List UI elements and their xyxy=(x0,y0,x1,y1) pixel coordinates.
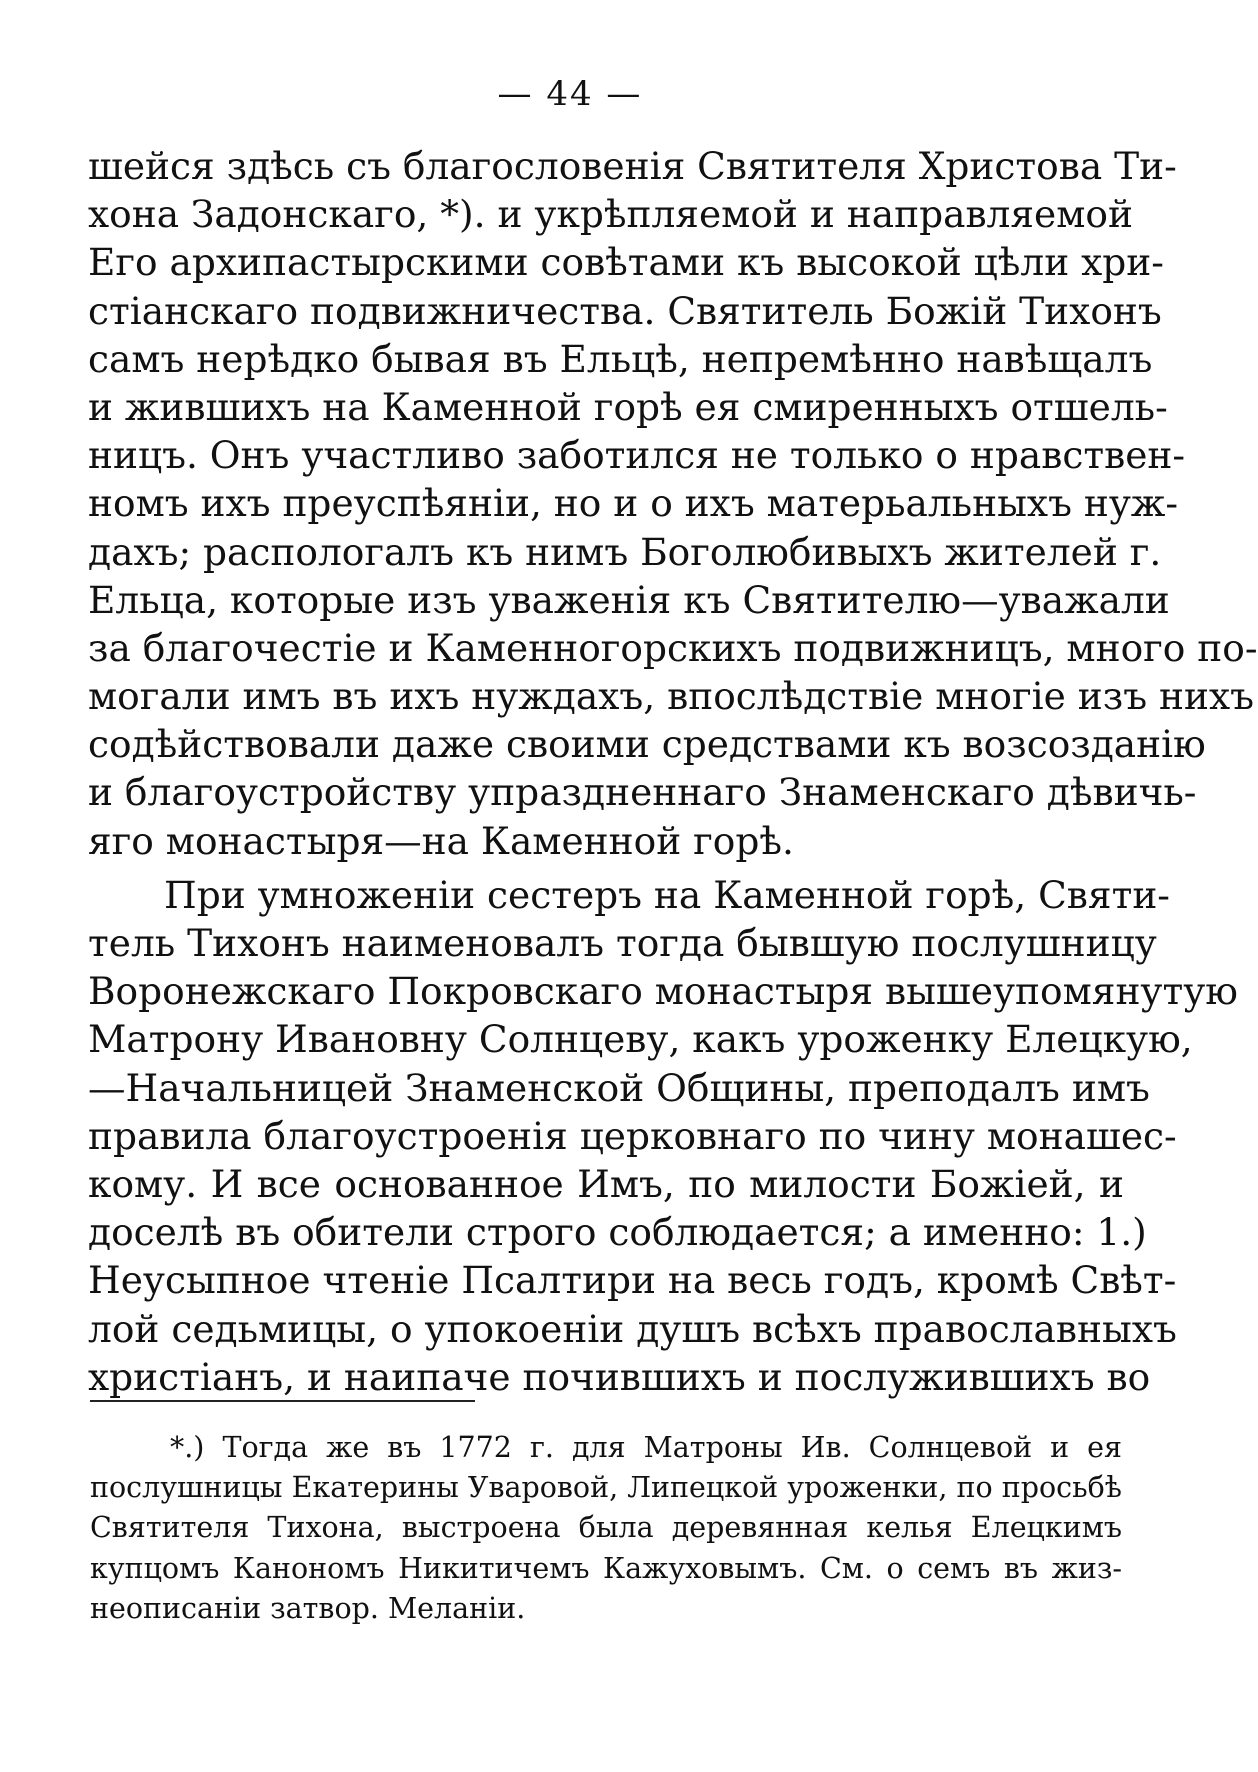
paragraph-2 xyxy=(88,871,1238,1401)
footnote-line: Святителя Тихона, выстроена была деревянная келья Елецкимъ xyxy=(90,1511,1122,1545)
footnote-line: купцомъ Канономъ Никитичемъ Кажуховымъ. См. о семъ въ жиз- xyxy=(90,1551,1122,1585)
text-line: номъ ихъ преуспѣяніи, но и о ихъ матерьальныхъ нуж- xyxy=(88,481,1179,526)
text-line: хона Задонскаго, *). и укрѣпляемой и направляемой xyxy=(88,192,1133,237)
text-line: содѣйствовали даже своими средствами къ возсозданію xyxy=(88,722,1206,767)
text-line: Его архипастырскими совѣтами къ высокой цѣли хри- xyxy=(88,240,1164,285)
text-line: самъ нерѣдко бывая въ Ельцѣ, непремѣнно навѣщалъ xyxy=(88,336,1153,381)
text-line: и благоустройству упраздненнаго Знаменскаго дѣвичь- xyxy=(88,770,1197,815)
page-number: — 44 — xyxy=(497,74,643,114)
text-line: яго монастыря—на Каменной горѣ. xyxy=(88,818,794,863)
footnote-line: *.) Тогда же въ 1772 г. для Матроны Ив. Солнцевой и ея xyxy=(170,1431,1122,1464)
text-line: тель Тихонъ наименовалъ тогда бывшую послушницу xyxy=(88,921,1157,965)
text-line: могали имъ въ ихъ нуждахъ, впослѣдствіе многіе изъ нихъ xyxy=(88,674,1254,719)
text-line: Ельца, которые изъ уваженія къ Святителю—уважали xyxy=(88,577,1170,622)
text-line: Неусыпное чтеніе Псалтири на весь годъ, кромѣ Свѣт- xyxy=(88,1258,1177,1303)
text-line: Воронежскаго Покровскаго монастыря вышеупомянутую xyxy=(88,969,1238,1014)
text-line: кому. И все основанное Имъ, по милости Божіей, и xyxy=(88,1161,1124,1206)
text-line: и жившихъ на Каменной горѣ ея смиренныхъ отшель- xyxy=(88,384,1168,429)
body-text xyxy=(88,142,1258,1401)
text-line: ницъ. Онъ участливо заботился не только о нравствен- xyxy=(88,433,1186,478)
footnote-line: неописаніи затвор. Меланіи. xyxy=(90,1591,526,1625)
text-line: При умноженіи сестеръ на Каменной горѣ, Святи- xyxy=(164,872,1170,917)
footnote xyxy=(90,1428,1122,1629)
footnote-divider xyxy=(90,1400,475,1402)
text-line: правила благоустроенія церковнаго по чину монашес- xyxy=(88,1113,1177,1158)
text-line: Матрону Ивановну Солнцеву, какъ уроженку Елецкую, xyxy=(88,1017,1193,1062)
text-line: доселѣ въ обители строго соблюдается; а именно: 1.) xyxy=(88,1210,1147,1255)
text-line: лой седьмицы, о упокоеніи душъ всѣхъ православныхъ xyxy=(88,1306,1177,1351)
text-line: за благочестіе и Каменногорскихъ подвижницъ, много по- xyxy=(88,625,1258,670)
paragraph-1 xyxy=(88,142,1258,865)
text-line: шейся здѣсь съ благословенія Святителя Христова Ти- xyxy=(88,144,1177,188)
text-line: —Начальницей Знаменской Общины, преподалъ имъ xyxy=(88,1065,1150,1110)
text-line: христіанъ, и наипаче почившихъ и послужившихъ во xyxy=(88,1354,1151,1399)
text-line: стіанскаго подвижничества. Святитель Божій Тихонъ xyxy=(88,288,1162,333)
footnote-line: послушницы Екатерины Уваровой, Липецкой уроженки, по просьбѣ xyxy=(90,1471,1122,1505)
text-line: дахъ; распологалъ къ нимъ Боголюбивыхъ жителей г. xyxy=(88,529,1162,574)
